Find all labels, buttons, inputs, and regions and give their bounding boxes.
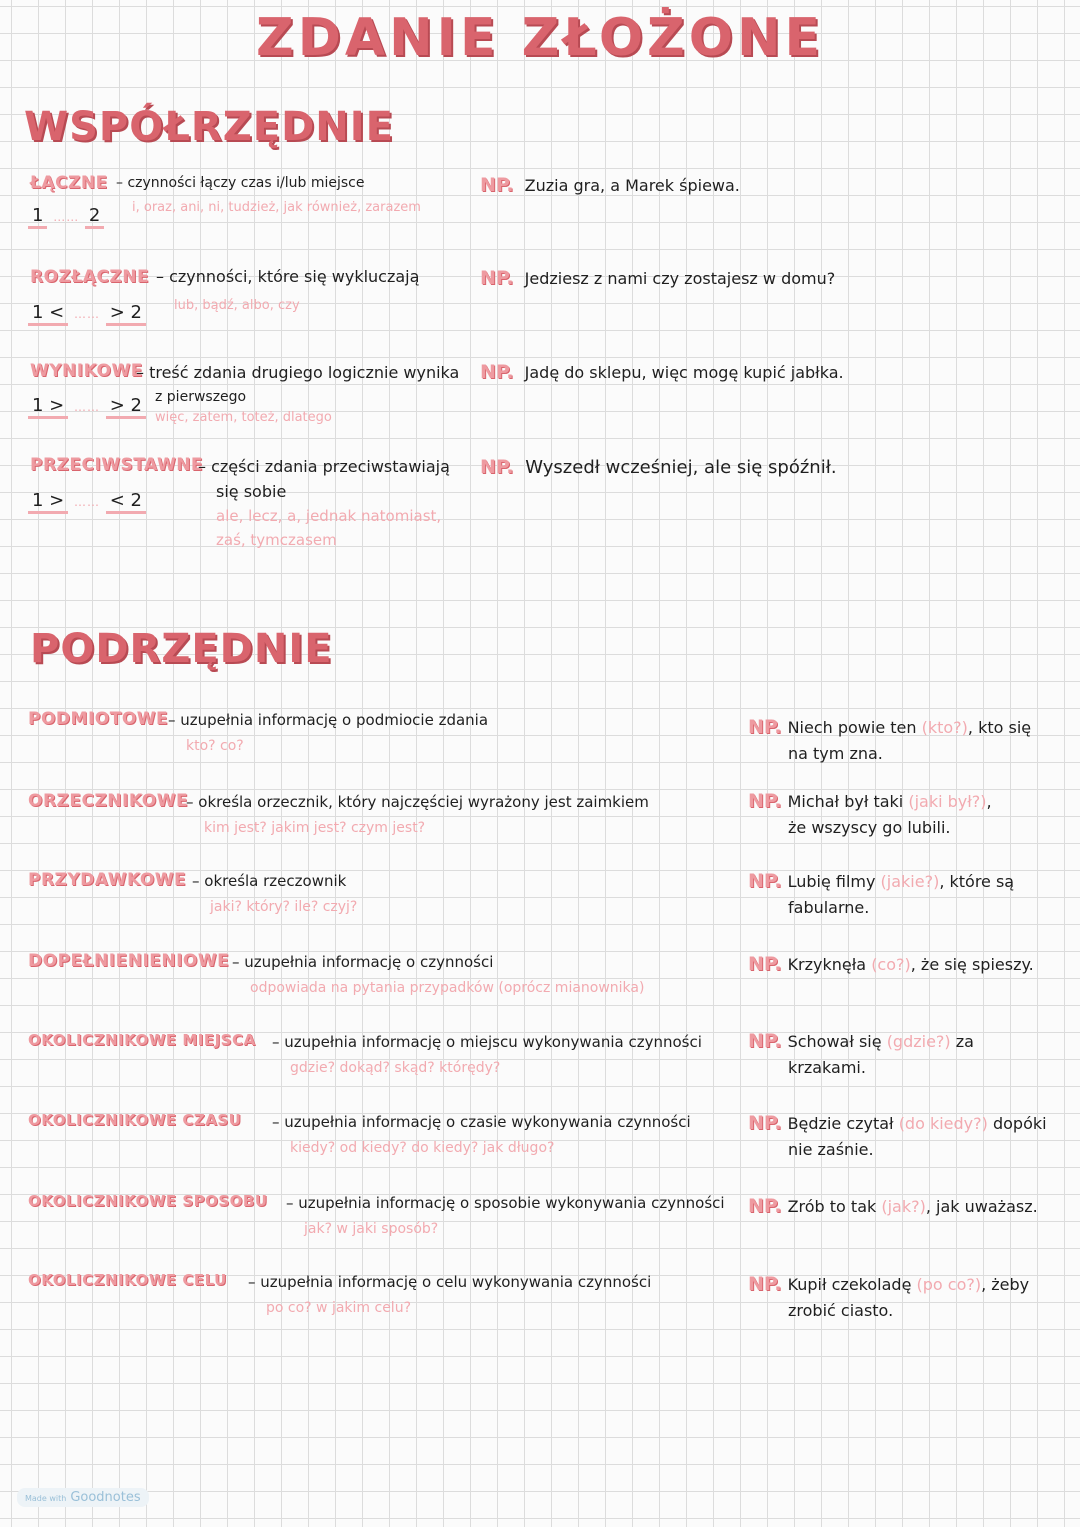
example-text: Wyszedł wcześniej, ale się spóźnił.: [525, 457, 837, 478]
sub-definition: – uzupełnia informację o podmiocie zdania: [168, 711, 489, 729]
diagram-right: 2: [85, 205, 104, 229]
sub-term: OKOLICZNIKOWE CELU: [28, 1271, 227, 1289]
sub-hints: gdzie? dokąd? skąd? którędy?: [290, 1060, 501, 1076]
example-part1: Niech powie ten: [787, 718, 922, 737]
example-part2: za: [950, 1032, 974, 1051]
coord-def-wynikowe: – treść zdania drugiego logicznie wynika: [136, 363, 460, 382]
example-part2: , żeby: [981, 1275, 1030, 1294]
sub-example: [748, 1030, 974, 1052]
example-part2: , że się spieszy.: [910, 955, 1034, 974]
example-question: (jak?): [881, 1197, 926, 1216]
coord-example-laczne: [480, 174, 740, 196]
diagram-left: 1 >: [28, 395, 68, 419]
np-label: NP.: [748, 1195, 782, 1217]
section-title-coordinate: WSPÓŁRZĘDNIE: [24, 104, 394, 150]
example-part1: Michał był taki: [787, 792, 909, 811]
sub-term: PODMIOTOWE: [28, 709, 169, 729]
sub-hints: kiedy? od kiedy? do kiedy? jak długo?: [290, 1140, 555, 1156]
coord-term-wynikowe: WYNIKOWE: [30, 361, 143, 381]
coord-example-wynikowe: [480, 361, 844, 383]
sub-example: [748, 870, 1014, 892]
example-part2: , jak uważasz.: [925, 1197, 1038, 1216]
coord-hints-rozlaczne: lub, bądź, albo, czy: [174, 298, 300, 313]
coord-diagram-przeciwstawne: [28, 490, 146, 514]
coord-def-laczne: – czynności łączy czas i/lub miejsce: [116, 175, 365, 191]
sub-term: DOPEŁNIENIENIOWE: [28, 951, 230, 971]
brand-label: Goodnotes: [70, 1490, 141, 1505]
sub-term: PRZYDAWKOWE: [28, 870, 187, 890]
coord-diagram-wynikowe: [28, 395, 146, 419]
diagram-left: 1 <: [28, 302, 68, 326]
np-label: NP.: [480, 174, 514, 196]
sub-example: [748, 716, 1031, 738]
page-title: ZDANIE ZŁOŻONE: [255, 8, 824, 68]
sub-hints: po co? w jakim celu?: [266, 1300, 412, 1316]
sub-example: [748, 790, 992, 812]
sub-hints: kto? co?: [186, 738, 244, 754]
sub-hints: kim jest? jakim jest? czym jest?: [204, 820, 426, 836]
sub-example-line2: nie zaśnie.: [788, 1140, 874, 1159]
np-label: NP.: [748, 1273, 782, 1295]
sub-example: [748, 1195, 1038, 1217]
coord-example-przeciwstawne: [480, 456, 837, 478]
sub-definition: – uzupełnia informację o miejscu wykonywania czynności: [272, 1033, 702, 1051]
example-part2: dopóki: [987, 1114, 1047, 1133]
example-part1: Lubię filmy: [787, 872, 881, 891]
sub-example-line2: fabularne.: [788, 898, 870, 917]
diagram-connector: ……: [74, 400, 100, 414]
example-question: (kto?): [921, 718, 968, 737]
sub-definition: – uzupełnia informację o czasie wykonywania czynności: [272, 1113, 691, 1131]
coord-example-rozlaczne: [480, 267, 835, 289]
example-text: Jedziesz z nami czy zostajesz w domu?: [524, 269, 836, 288]
np-label: NP.: [748, 953, 782, 975]
sub-definition: – określa rzeczownik: [192, 872, 347, 890]
sub-example: [748, 1112, 1047, 1134]
example-part1: Kupił czekoladę: [787, 1275, 917, 1294]
coord-term-rozlaczne: ROZŁĄCZNE: [30, 267, 150, 287]
sub-hints: odpowiada na pytania przypadków (oprócz mianownika): [250, 980, 645, 996]
example-part1: Zrób to tak: [787, 1197, 882, 1216]
sub-term: OKOLICZNIKOWE MIEJSCA: [28, 1031, 256, 1049]
np-label: NP.: [748, 1030, 782, 1052]
example-question: (jakie?): [880, 872, 940, 891]
coord-def-przeciwstawne: – części zdania przeciwstawiają: [198, 457, 450, 476]
example-text: Jadę do sklepu, więc mogę kupić jabłka.: [524, 363, 844, 382]
sub-example-line2: zrobić ciasto.: [788, 1301, 894, 1320]
example-part2: , kto się: [967, 718, 1032, 737]
sub-hints: jak? w jaki sposób?: [304, 1221, 439, 1237]
sub-example-line2: na tym zna.: [788, 744, 883, 763]
coord-term-laczne: ŁĄCZNE: [30, 173, 108, 193]
example-question: (gdzie?): [886, 1032, 951, 1051]
sub-definition: – uzupełnia informację o sposobie wykonywania czynności: [286, 1194, 725, 1212]
example-question: (do kiedy?): [898, 1114, 988, 1133]
example-part1: Będzie czytał: [787, 1114, 899, 1133]
coord-def2-przeciwstawne: się sobie: [216, 482, 287, 501]
sub-term: OKOLICZNIKOWE CZASU: [28, 1111, 242, 1129]
diagram-right: > 2: [106, 302, 146, 326]
coord-diagram-laczne: [28, 205, 104, 229]
np-label: NP.: [480, 361, 514, 383]
diagram-connector: ……: [74, 495, 100, 509]
sub-example-line2: krzakami.: [788, 1058, 866, 1077]
diagram-right: > 2: [106, 395, 146, 419]
example-part2: ,: [986, 792, 992, 811]
coord-hints-laczne: i, oraz, ani, ni, tudzież, jak również, zarazem: [132, 200, 421, 215]
coord-hints-przeciwstawne: ale, lecz, a, jednak natomiast,: [216, 507, 442, 525]
example-part2: , które są: [939, 872, 1015, 891]
diagram-left: 1 >: [28, 490, 68, 514]
coord-term-przeciwstawne: PRZECIWSTAWNE: [30, 455, 204, 475]
section-title-subordinate: PODRZĘDNIE: [30, 626, 333, 672]
example-part1: Schował się: [787, 1032, 887, 1051]
coord-hints-wynikowe: więc, zatem, toteż, dlatego: [155, 410, 332, 425]
sub-example: [748, 953, 1034, 975]
example-text: Zuzia gra, a Marek śpiewa.: [524, 176, 740, 195]
coord-def2-wynikowe: z pierwszego: [155, 389, 247, 405]
example-question: (co?): [871, 955, 911, 974]
diagram-right: < 2: [106, 490, 146, 514]
np-label: NP.: [748, 716, 782, 738]
sub-definition: – uzupełnia informację o celu wykonywania czynności: [248, 1273, 652, 1291]
sub-definition: – uzupełnia informację o czynności: [232, 953, 494, 971]
coord-diagram-rozlaczne: [28, 302, 146, 326]
diagram-connector: ……: [74, 307, 100, 321]
np-label: NP.: [748, 870, 782, 892]
np-label: NP.: [480, 267, 514, 289]
sub-term: ORZECZNIKOWE: [28, 791, 189, 811]
coord-def-rozlaczne: – czynności, które się wykluczają: [156, 267, 420, 286]
example-part1: Krzyknęła: [787, 955, 872, 974]
diagram-left: 1: [28, 205, 47, 229]
np-label: NP.: [748, 1112, 782, 1134]
example-question: (po co?): [916, 1275, 982, 1294]
sub-example: [748, 1273, 1029, 1295]
diagram-connector: ……: [53, 210, 80, 224]
np-label: NP.: [480, 456, 514, 478]
sub-definition: – określa orzecznik, który najczęściej wyrażony jest zaimkiem: [186, 793, 649, 811]
coord-hints2-przeciwstawne: zaś, tymczasem: [216, 531, 337, 549]
example-question: (jaki był?): [908, 792, 987, 811]
made-with-label: Made with: [25, 1494, 67, 1503]
sub-hints: jaki? który? ile? czyj?: [210, 899, 358, 915]
np-label: NP.: [748, 790, 782, 812]
sub-term: OKOLICZNIKOWE SPOSOBU: [28, 1192, 268, 1210]
sub-example-line2: że wszyscy go lubili.: [788, 818, 951, 837]
goodnotes-logo: [17, 1488, 149, 1507]
